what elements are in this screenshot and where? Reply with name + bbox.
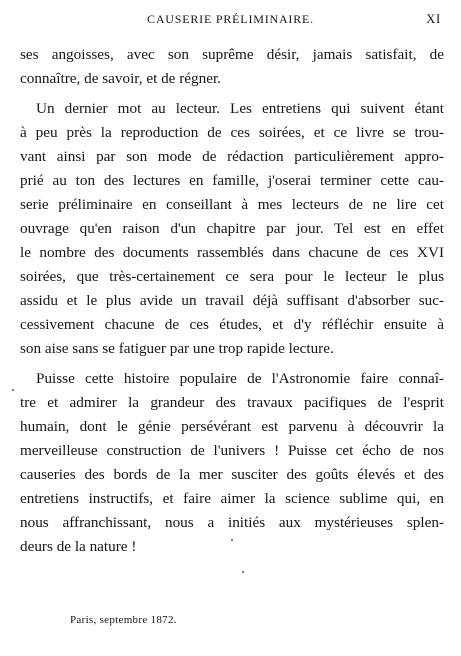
text-line: merveilleuse construction de l'univers ! Puisse cet écho de nos: [20, 442, 444, 459]
text-line: son aise sans se fatiguer par une trop rapide lecture.: [20, 340, 334, 357]
text-line: serie préliminaire en conseillant à mes lecteurs de ne lire cet: [20, 196, 444, 213]
text-line: à peu près la reproduction de ces soirées, et ce livre se trou-: [20, 124, 444, 141]
ink-speck: [242, 571, 244, 573]
text-line: causeries des bords de la mer susciter des goûts élevés et des: [20, 466, 444, 483]
text-line: deurs de la nature !: [20, 538, 137, 555]
text-line: Un dernier mot au lecteur. Les entretiens qui suivent étant: [36, 100, 444, 117]
text-line: soirées, que très-certainement ce sera pour le lecteur le plus: [20, 268, 444, 285]
text-line: prié au ton des lectures en famille, j'oserai terminer cette cau-: [20, 172, 444, 189]
text-line: assidu et le plus avide un travail déjà suffisant d'absorber suc-: [20, 292, 444, 309]
text-line: ses angoisses, avec son suprême désir, jamais satisfait, de: [20, 46, 444, 63]
text-line: cessivement chacune de ces études, et d'y réfléchir ensuite à: [20, 316, 444, 333]
dateline: Paris, septembre 1872.: [70, 614, 177, 626]
text-line: Puisse cette histoire populaire de l'Astronomie faire connaî-: [36, 370, 444, 387]
page-number: XI: [426, 12, 441, 26]
text-line: humain, dont le génie persévérant est parvenu à découvrir la: [20, 418, 444, 435]
ink-speck: [12, 389, 14, 391]
text-line: tre et admirer la grandeur des travaux pacifiques de l'esprit: [20, 394, 444, 411]
text-line: le nombre des documents rassemblés dans chacune de ces XVI: [20, 244, 444, 261]
text-line: nous affranchissant, nous a initiés aux mystérieuses splen-: [20, 514, 444, 531]
paragraph: [20, 97, 444, 361]
text-line: ouvrage qu'en raison d'un chapitre par jour. Tel est en effet: [20, 220, 444, 237]
running-title: CAUSERIE PRÉLIMINAIRE.: [147, 12, 314, 26]
text-line: vant ainsi par son mode de rédaction particulièrement appro-: [20, 148, 444, 165]
body-text: [20, 43, 444, 559]
ink-speck: [231, 539, 233, 541]
paragraph: [20, 367, 444, 559]
text-line: entretiens instructifs, et faire aimer la science sublime qui, en: [20, 490, 444, 507]
text-line: connaître, de savoir, et de régner.: [20, 70, 221, 87]
paragraph: [20, 43, 444, 91]
page-header: [20, 12, 441, 30]
